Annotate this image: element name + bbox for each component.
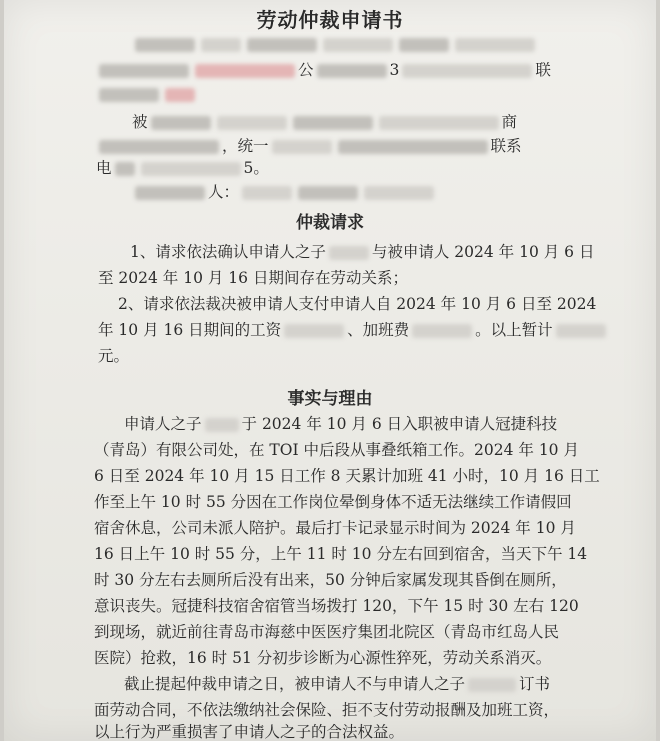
applicant-line-2 (96, 60, 551, 80)
facts-heading: 事实与理由 (287, 389, 373, 409)
claim-text: 2、请求依法裁决被申请人支付申请人自 2024 年 10 月 6 日至 2024 (118, 295, 597, 313)
facts-text: 截止提起仲裁申请之日，被申请人不与申请人之子 (124, 675, 466, 693)
representative-label: 人： (208, 183, 240, 201)
facts-line-4 (94, 492, 572, 512)
redacted-text (151, 116, 211, 130)
redacted-text (99, 140, 219, 154)
respondent-label: 被 (132, 113, 148, 131)
redacted-text (115, 162, 135, 176)
redacted-text (364, 186, 434, 200)
facts-line-1 (124, 414, 557, 434)
claim-line-3 (118, 294, 596, 314)
redacted-text (272, 140, 332, 154)
redacted-text (298, 186, 358, 200)
facts-text: 订书 (519, 675, 551, 693)
redacted-text (135, 186, 205, 200)
redacted-text (99, 88, 159, 102)
claim-text: 。以上暂计 (475, 321, 553, 339)
facts-text: （青岛）有限公司处，在 TOI 中后段从事叠纸箱工作。2024 年 10 月 (94, 441, 579, 459)
document-page (4, 0, 656, 741)
redacted-text (412, 324, 472, 338)
claim-text: 至 2024 年 10 月 16 日期间存在劳动关系； (98, 269, 408, 287)
claim-line-5 (98, 346, 129, 366)
redacted-text (217, 116, 287, 130)
redacted-text (195, 64, 295, 78)
facts-line-2 (94, 440, 579, 460)
facts-line-3 (94, 466, 600, 486)
claim-line-1 (130, 242, 594, 262)
unified-code-label: ，统一 (222, 137, 269, 155)
respondent-line-2 (96, 136, 522, 156)
applicant-line-3 (96, 84, 198, 104)
facts-text: 意识丧失。冠捷科技宿舍宿管当场拨打 120，下午 15 时 30 左右 120 (94, 597, 579, 615)
facts-text: 于 2024 年 10 月 6 日入职被申请人冠捷科技 (241, 415, 558, 433)
redacted-text (284, 324, 344, 338)
facts-text: 时 30 分左右去厕所后没有出来，50 分钟后家属发现其昏倒在厕所， (94, 571, 567, 589)
redacted-text (556, 324, 606, 338)
document-title: 劳动仲裁申请书 (256, 8, 404, 32)
redacted-text (399, 38, 449, 52)
facts-line-6 (94, 544, 587, 564)
facts-text: 到现场，就近前往青岛市海慈中医医疗集团北院区（青岛市红岛人民 (94, 623, 560, 641)
claim-text: 年 10 月 16 日期间的工资 (98, 321, 282, 339)
facts-line-8 (94, 596, 579, 616)
redacted-text (468, 678, 516, 692)
contact-label-2: 联系 (490, 137, 522, 155)
claim-text: 1、请求依法确认申请人之子 (130, 243, 326, 261)
facts-line-7 (94, 570, 567, 590)
phone-label: 电 (96, 159, 112, 177)
redacted-text (323, 38, 393, 52)
respondent-line-1 (132, 112, 517, 132)
facts-text: 宿舍休息，公司未派人陪护。最后打卡记录显示时间为 2024 年 10 月 (94, 519, 576, 537)
facts-line-9 (94, 622, 559, 642)
facts-line-5 (94, 518, 576, 538)
claim-line-2 (98, 268, 408, 288)
redacted-text (247, 38, 317, 52)
redacted-text (379, 116, 499, 130)
facts-text: 16 日上午 10 时 55 分，上午 11 时 10 分左右回到宿舍，当天下午 14 (94, 545, 588, 563)
code-fragment: 3 (389, 61, 400, 79)
redacted-text (293, 116, 373, 130)
claim-text: 元。 (98, 347, 130, 365)
company-label: 公 (298, 61, 314, 79)
redacted-text (338, 140, 488, 154)
claim-text: 与被申请人 2024 年 10 月 6 日 (371, 243, 595, 261)
redacted-text (205, 418, 239, 432)
claim-line-4 (98, 320, 609, 340)
facts-line-11 (124, 674, 550, 694)
representative-line (132, 182, 437, 202)
address-end: 商 (501, 113, 518, 131)
redacted-text (402, 64, 532, 78)
redacted-text (455, 38, 535, 52)
facts-text: 6 日至 2024 年 10 月 15 日工作 8 天累计加班 41 小时，10 月 16 日工 (94, 467, 600, 485)
facts-text: 医院）抢救，16 时 51 分初步诊断为心源性猝死，劳动关系消灭。 (94, 649, 552, 667)
facts-text: 申请人之子 (124, 415, 202, 433)
facts-line-13 (94, 722, 404, 741)
phone-end: 5。 (243, 159, 269, 177)
contact-label: 联 (535, 61, 551, 79)
redacted-text (99, 64, 189, 78)
redacted-text (141, 162, 241, 176)
facts-text: 以上行为严重损害了申请人之子的合法权益。 (94, 723, 405, 741)
redacted-text (165, 88, 195, 102)
redacted-text (242, 186, 292, 200)
facts-text: 作至上午 10 时 55 分因在工作岗位晕倒身体不适无法继续工作请假回 (94, 493, 572, 511)
redacted-text (201, 38, 241, 52)
facts-line-10 (94, 648, 551, 668)
facts-line-12 (94, 700, 559, 720)
respondent-line-3 (96, 158, 269, 178)
redacted-text (135, 38, 195, 52)
claim-text: 、加班费 (347, 321, 410, 339)
redacted-text (329, 246, 369, 260)
redacted-text (317, 64, 387, 78)
facts-text: 面劳动合同，不依法缴纳社会保险、拒不支付劳动报酬及加班工资， (94, 701, 560, 719)
claims-heading: 仲裁请求 (296, 213, 364, 233)
applicant-line-1 (132, 34, 538, 54)
